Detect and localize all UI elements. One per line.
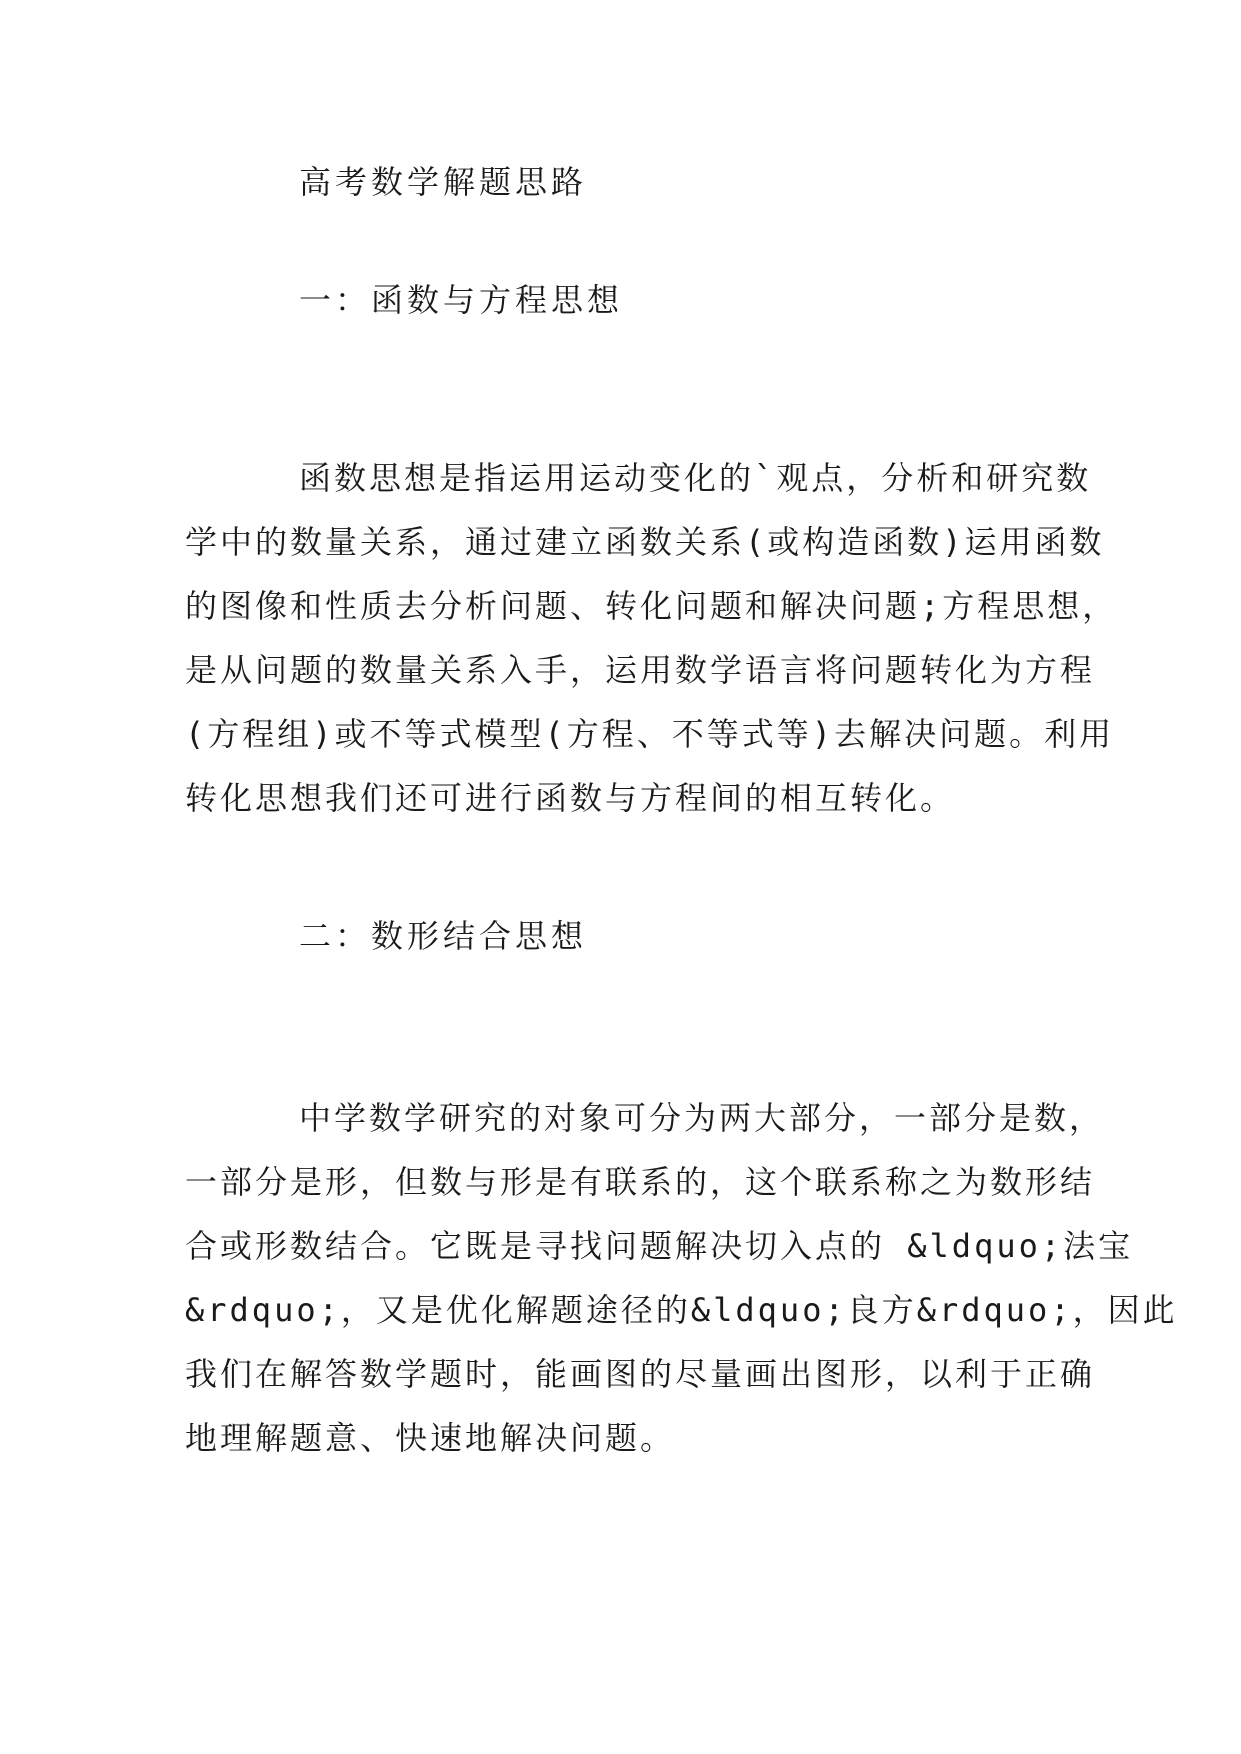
paragraph-line: 地理解题意、快速地解决问题。 <box>185 1419 676 1457</box>
paragraph-line: &rdquo;，又是优化解题途径的&ldquo;良方&rdquo;，因此 <box>185 1291 1178 1329</box>
document-title: 高考数学解题思路 <box>299 163 588 201</box>
paragraph-line: 学中的数量关系，通过建立函数关系(或构造函数)运用函数 <box>185 523 1105 561</box>
paragraph-line: 是从问题的数量关系入手，运用数学语言将问题转化为方程 <box>185 651 1096 689</box>
paragraph-line: 一部分是形，但数与形是有联系的，这个联系称之为数形结 <box>185 1163 1096 1201</box>
paragraph-line: 转化思想我们还可进行函数与方程间的相互转化。 <box>185 779 956 817</box>
section-heading-1: 一：函数与方程思想 <box>299 281 624 319</box>
paragraph-line: 的图像和性质去分析问题、转化问题和解决问题;方程思想， <box>185 587 1118 625</box>
paragraph-line: 中学数学研究的对象可分为两大部分，一部分是数， <box>299 1099 1105 1137</box>
paragraph-line: 合或形数结合。它既是寻找问题解决切入点的 &ldquo;法宝 <box>185 1227 1134 1265</box>
section-paragraph-2 <box>185 1086 1178 1470</box>
paragraph-line: (方程组)或不等式模型(方程、不等式等)去解决问题。利用 <box>185 715 1115 753</box>
section-paragraph-1 <box>185 446 1118 830</box>
paragraph-line: 函数思想是指运用运动变化的`观点，分析和研究数 <box>299 459 1092 497</box>
paragraph-line: 我们在解答数学题时，能画图的尽量画出图形，以利于正确 <box>185 1355 1096 1393</box>
section-heading-2: 二：数形结合思想 <box>299 917 588 955</box>
